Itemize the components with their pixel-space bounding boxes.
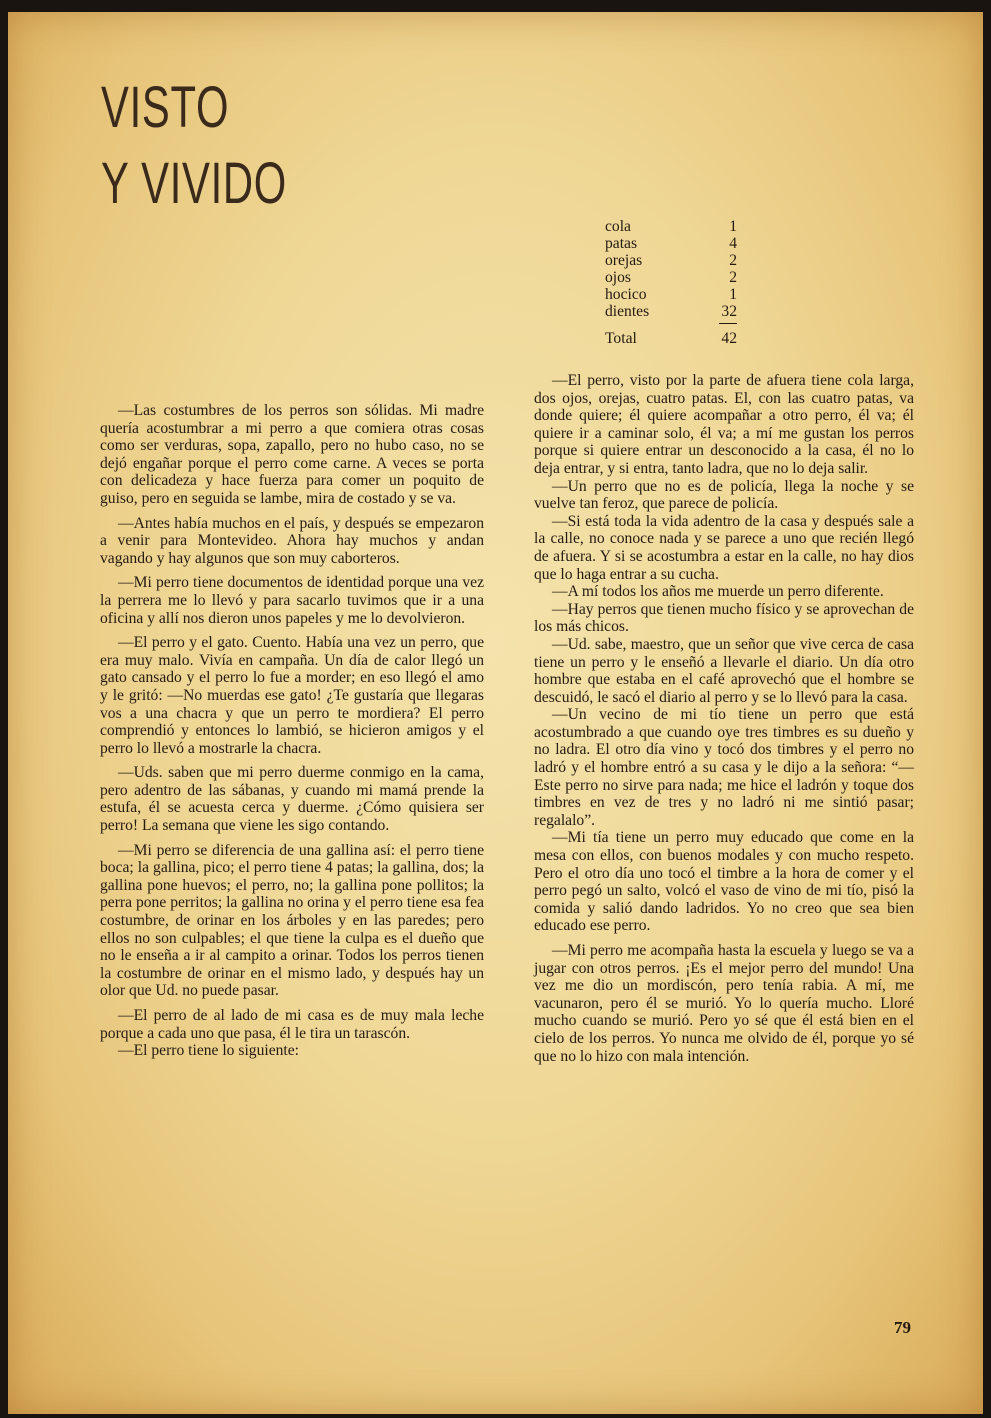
tally-value: 32 — [721, 303, 737, 320]
title-line-2: Y VIVIDO — [101, 151, 288, 216]
paragraph: —Antes había muchos en el país, y después se empezaron a venir para Montevideo. Ahora hay muchos y andan vagando y hay algunos que son muy caborteros. — [100, 514, 484, 567]
tally-label: hocico — [605, 286, 647, 303]
tally-value: 1 — [729, 286, 737, 303]
paragraph: —Mi perro se diferencia de una gallina así: el perro tiene boca; la gallina, pico; el perro tiene 4 patas; la gallina, dos; la gallina pone huevos; el perro, no; la gallina pone pollitos; la perra pone perritos; la gallina no orina y el perro tiene esa fea costumbre, de orinar en los árboles y en las paredes; pero ellos no son culpables; el que tiene la culpa es el dueño que no le enseña a ir al campito a orinar. Todos los perros tienen la costumbre de orinar en el mismo lado, y después hay un olor que Ud. no puede pasar. — [100, 841, 484, 1000]
tally-total-row — [605, 330, 737, 347]
dog-parts-tally — [605, 218, 737, 347]
tally-label: orejas — [605, 252, 643, 269]
paragraph: —El perro y el gato. Cuento. Había una vez un perro, que era muy malo. Vivía en campaña. Un día de calor llegó un gato cansado y el perro lo fue a morder; en eso llegó el amo y le gritó: —No muerdas ese gato! ¿Te gustaría que llegaras vos a una chacra y que un perro te mordiera? El perro comprendió y entonces lo lambió, se hicieron amigos y el perro lo llevó a mostrarle la chacra. — [100, 634, 484, 757]
magazine-page — [8, 12, 983, 1414]
paragraph: —Ud. sabe, maestro, que un señor que vive cerca de casa tiene un perro y le enseñó a llevarle el diario. Un día otro hombre que estaba en el café aprovechó que el hombre se descuidó, le sacó el diario al perro y se lo llevó para la casa. — [534, 635, 914, 706]
paragraph: —Las costumbres de los perros son sólidas. Mi madre quería acostumbrar a mi perro a que comiera otras cosas como ser verduras, sopa, zapallo, pero no hubo caso, no se dejó engañar porque el perro come carne. A veces se porta con delicadeza y hace fuerza para comer un poquito de guiso, pero en seguida se lambe, mira de costado y se va. — [100, 402, 484, 507]
left-text-column — [100, 402, 484, 1067]
page-number: 79 — [894, 1318, 911, 1337]
paragraph: —El perro tiene lo siguiente: — [118, 1042, 300, 1060]
right-text-column — [534, 372, 914, 1072]
tally-value: 2 — [729, 269, 737, 286]
tally-value: 1 — [729, 218, 737, 235]
paragraph: —El perro de al lado de mi casa es de muy mala leche porque a cada uno que pasa, él le tira un tarascón. — [100, 1007, 484, 1042]
tally-sum-rule — [719, 323, 737, 324]
tally-total-value: 42 — [721, 330, 737, 347]
paragraph: —El perro, visto por la parte de afuera tiene cola larga, dos ojos, orejas, cuatro patas. El, con las cuatro patas, va donde quiere; él quiere acompañar a otro perro, él va; él quiere ir a caminar solo, él va; a mí me gustan los perros porque si quiere entrar un desconocido a la casa, él no lo deja entrar, y si entra, tanto ladra, que no lo deja salir. — [534, 372, 914, 477]
paragraph: —Un vecino de mi tío tiene un perro que está acostumbrado a que cuando oye tres timbres es su dueño y no ladra. El otro día vino y tocó dos timbres y el perro no ladró y el hombre entró a su casa y le dijo a la señora: “—Este perro no sirve para nada; me hice el ladrón y toque dos timbres en vez de tres y no ladró ni me sintió pasar; regalalo”. — [534, 706, 914, 829]
tally-value: 2 — [729, 252, 737, 269]
tally-total-label: Total — [605, 330, 637, 347]
tally-row — [605, 252, 737, 269]
tally-row — [605, 269, 737, 286]
tally-row — [605, 218, 737, 235]
paragraph: —Hay perros que tienen mucho físico y se aprovechan de los más chicos. — [534, 600, 914, 636]
title-line-1: VISTO — [101, 75, 230, 140]
paragraph: —Mi perro tiene documentos de identidad porque una vez la perrera me lo llevó y para sacarlo tuvimos que ir a una oficina y allí nos dieron unos papeles y me lo devolvieron. — [100, 574, 484, 627]
tally-label: ojos — [605, 269, 631, 286]
tally-row — [605, 286, 737, 303]
paragraph: —Mi perro me acompaña hasta la escuela y luego se va a jugar con otros perros. ¡Es el mejor perro del mundo! Una vez me dio un mordiscón, pero tenía rabia. A mí, me vacunaron, pero él se murió. Yo lo quería mucho. Lloré mucho cuando se murió. Pero yo sé que él está bien en el cielo de los perros. Yo nunca me olvido de él, porque yo sé que no lo hizo con mala intención. — [534, 942, 914, 1065]
paragraph: —Mi tía tiene un perro muy educado que come en la mesa con ellos, con buenos modales y con mucho respeto. Pero el otro día uno tocó el timbre a la hora de comer y el perro pegó un salto, volcó el vaso de vino de mi tío, pisó la comida y salió dando ladridos. Yo no creo que sea bien educado ese perro. — [534, 829, 914, 935]
paragraph: —Si está toda la vida adentro de la casa y después sale a la calle, no conoce nada y se parece a uno que recién llegó de afuera. Y si se acostumbra a estar en la calle, no hay dios que lo haga entrar a su cucha. — [534, 512, 914, 583]
paragraph: —Un perro que no es de policía, llega la noche y se vuelve tan feroz, que parece de policía. — [534, 477, 914, 513]
tally-row — [605, 303, 737, 320]
tally-row — [605, 235, 737, 252]
tally-label: cola — [605, 218, 631, 235]
paragraph: —Uds. saben que mi perro duerme conmigo en la cama, pero adentro de las sábanas, y cuando mi mamá prende la estufa, él se acuesta cerca y duerme. ¿Cómo quisiera ser perro! La semana que viene les sigo contando. — [100, 764, 484, 835]
tally-value: 4 — [729, 235, 737, 252]
tally-label: patas — [605, 235, 638, 252]
article-title — [101, 70, 287, 222]
tally-label: dientes — [605, 303, 650, 320]
paragraph: —A mí todos los años me muerde un perro diferente. — [552, 583, 884, 601]
